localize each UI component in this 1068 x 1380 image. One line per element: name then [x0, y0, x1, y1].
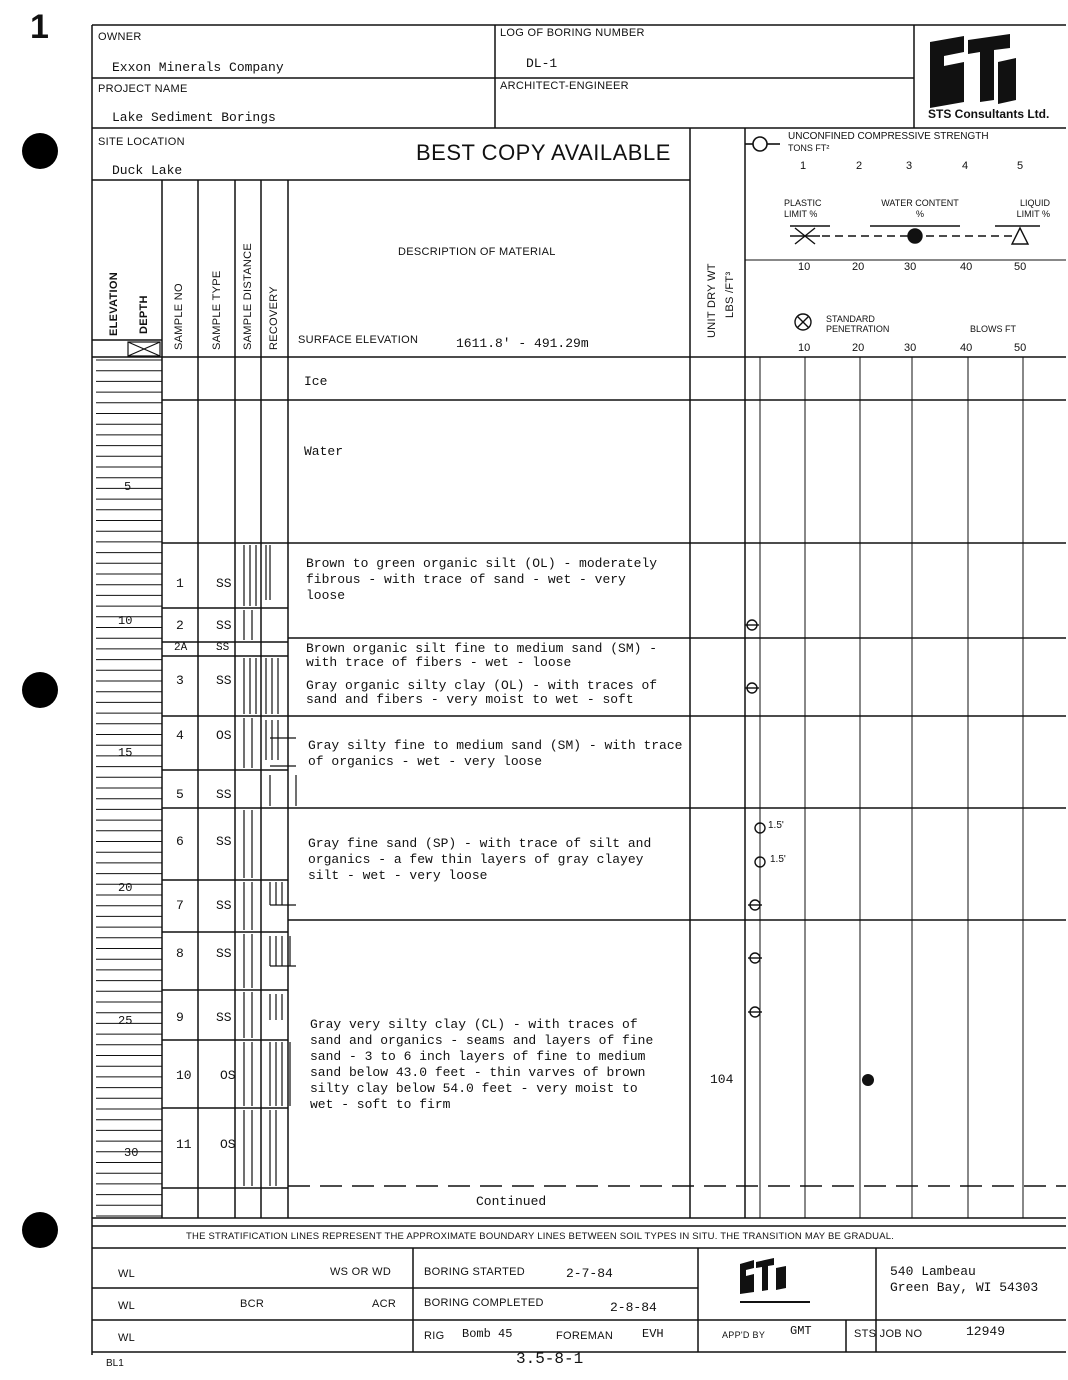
- sample-no: 4: [176, 728, 184, 743]
- ucs-units: TONS FT²: [788, 143, 830, 153]
- sample-type: SS: [216, 618, 232, 633]
- foreman-label: FOREMAN: [556, 1330, 614, 1342]
- sample-no-header: SAMPLE NO: [173, 283, 185, 350]
- spt-tick: 50: [1014, 342, 1027, 354]
- sample-type: SS: [216, 673, 232, 688]
- sample-no: 11: [176, 1137, 192, 1152]
- address-line-1: 540 Lambeau: [890, 1264, 976, 1279]
- spt-markers: [745, 620, 765, 1017]
- boring-started-value: 2-7-84: [566, 1266, 613, 1281]
- foreman-value: EVH: [642, 1327, 664, 1341]
- ucs-tick: 2: [856, 160, 863, 172]
- spt-tick: 30: [904, 342, 917, 354]
- stratum-organic-clay: Gray organic silty clay (OL) - with traces of sand and fibers - very moist to wet - soft: [306, 678, 658, 707]
- sample-type: SS: [216, 834, 232, 849]
- sample-type: SS: [216, 946, 232, 961]
- depth-tick: 15: [118, 746, 133, 760]
- spt-tick: 40: [960, 342, 973, 354]
- stratum-water: Water: [304, 444, 344, 459]
- unit-dry-wt-value: 104: [710, 1072, 734, 1087]
- stratification-note: THE STRATIFICATION LINES REPRESENT THE APPROXIMATE BOUNDARY LINES BETWEEN SOIL TYPES IN SITU. THE TRANSITION MAY BE GRADUAL.: [186, 1231, 895, 1242]
- approved-label: APP'D BY: [722, 1330, 766, 1340]
- company-name: STS Consultants Ltd.: [928, 107, 1050, 121]
- surface-elevation-label: SURFACE ELEVATION: [298, 334, 419, 346]
- ucs-tick: 3: [906, 160, 913, 172]
- sample-distance-header: SAMPLE DISTANCE: [242, 243, 254, 350]
- depth-tick: 5: [124, 480, 132, 494]
- water-content-label: WATER CONTENT %: [881, 198, 959, 219]
- liquid-limit-label: LIQUID LIMIT %: [1016, 198, 1050, 219]
- surface-elevation-value: 1611.8' - 491.29m: [456, 336, 589, 351]
- water-content-tick: 40: [960, 261, 973, 273]
- page-number: 3.5-8-1: [516, 1350, 584, 1368]
- description-header: DESCRIPTION OF MATERIAL: [398, 246, 556, 258]
- sample-type: SS: [216, 642, 230, 654]
- architect-label: ARCHITECT-ENGINEER: [500, 80, 629, 92]
- water-content-tick: 20: [852, 261, 865, 273]
- sample-type: OS: [220, 1068, 236, 1083]
- sample-no: 2: [176, 618, 184, 633]
- owner-value: Exxon Minerals Company: [112, 60, 284, 75]
- water-content-tick: 10: [798, 261, 811, 273]
- stratum-organic-silt: Brown to green organic silt (OL) - moderately fibrous - with trace of sand - wet - very loose: [306, 556, 658, 603]
- sample-type: OS: [216, 728, 232, 743]
- sample-no: 2A: [174, 642, 188, 654]
- sample-no: 5: [176, 787, 184, 802]
- unit-dry-wt-units: LBS /FT³: [724, 271, 736, 318]
- sts-small-logo: [740, 1258, 810, 1302]
- rig-value: Bomb 45: [462, 1327, 513, 1341]
- recovery-header: RECOVERY: [268, 286, 280, 350]
- unit-dry-wt-header: UNIT DRY WT: [706, 263, 718, 338]
- water-content-tick: 50: [1014, 261, 1027, 273]
- std-pen-label: STANDARD PENETRATION: [826, 314, 890, 334]
- address-line-2: Green Bay, WI 54303: [890, 1280, 1039, 1295]
- depth-tick: 25: [118, 1014, 133, 1028]
- stratum-organic-sand: Brown organic silt fine to medium sand (SM) - with trace of fibers - wet - loose: [306, 641, 658, 670]
- depth-tick: 30: [124, 1146, 139, 1160]
- ucs-title: UNCONFINED COMPRESSIVE STRENGTH: [788, 131, 989, 142]
- job-label: STS JOB NO: [854, 1328, 923, 1340]
- best-copy-stamp: BEST COPY AVAILABLE: [416, 140, 671, 165]
- sample-no: 1: [176, 576, 184, 591]
- ucs-tick: 5: [1017, 160, 1024, 172]
- rig-label: RIG: [424, 1330, 445, 1342]
- depth-tick: 10: [118, 614, 133, 628]
- boring-started-label: BORING STARTED: [424, 1266, 525, 1278]
- ucs-tick: 4: [962, 160, 969, 172]
- elevation-header: ELEVATION: [108, 271, 120, 336]
- stratum-ice: Ice: [304, 374, 328, 389]
- spt-annotation: 1.5': [770, 854, 786, 865]
- sample-type-header: SAMPLE TYPE: [211, 270, 223, 350]
- water-content-tick: 30: [904, 261, 917, 273]
- log-label: LOG OF BORING NUMBER: [500, 27, 645, 39]
- project-value: Lake Sediment Borings: [112, 110, 276, 125]
- log-value: DL-1: [526, 56, 558, 71]
- sample-type: SS: [216, 787, 232, 802]
- continued-label: Continued: [476, 1194, 547, 1209]
- sample-type: SS: [216, 898, 232, 913]
- depth-tick: 20: [118, 881, 133, 895]
- sample-type: SS: [216, 1010, 232, 1025]
- sample-no: 6: [176, 834, 184, 849]
- ucs-tick: 1: [800, 160, 807, 172]
- ws-or-wd-label: WS OR WD: [330, 1266, 392, 1278]
- project-label: PROJECT NAME: [98, 83, 188, 95]
- sample-no: 8: [176, 946, 184, 961]
- approved-value: GMT: [790, 1324, 812, 1338]
- stratum-fine-sand: Gray fine sand (SP) - with trace of silt and organics - a few thin layers of gray clayey silt - wet - very loose: [308, 836, 652, 883]
- wl-label: WL: [118, 1300, 136, 1312]
- bcr-label: BCR: [240, 1298, 265, 1310]
- depth-header: DEPTH: [138, 295, 150, 334]
- boring-completed-value: 2-8-84: [610, 1300, 657, 1315]
- blows-label: BLOWS FT: [970, 324, 1017, 334]
- stratum-silty-sand: Gray silty fine to medium sand (SM) - with trace of organics - wet - very loose: [308, 738, 683, 769]
- job-value: 12949: [966, 1324, 1006, 1339]
- wl-label: WL: [118, 1332, 136, 1344]
- spt-tick: 20: [852, 342, 865, 354]
- sample-no: 9: [176, 1010, 184, 1025]
- water-content-point: [862, 1074, 874, 1086]
- plastic-limit-label: PLASTIC LIMIT %: [784, 198, 822, 219]
- site-value: Duck Lake: [112, 163, 183, 178]
- page-marker: 1: [30, 8, 49, 46]
- sample-no: 7: [176, 898, 184, 913]
- sts-logo: [924, 32, 1020, 108]
- acr-label: ACR: [372, 1298, 397, 1310]
- spt-annotation: 1.5': [768, 820, 784, 831]
- form-code: BL1: [106, 1358, 124, 1369]
- owner-label: OWNER: [98, 31, 142, 43]
- spt-tick: 10: [798, 342, 811, 354]
- stratum-silty-clay: Gray very silty clay (CL) - with traces of sand and organics - seams and layers of fine sand - 3 to 6 inch layers of fine to medium sand below 43.0 feet - thin varves of brown silty clay below 54.0 feet - very moist to wet - soft to firm: [310, 1017, 654, 1112]
- sample-type: SS: [216, 576, 232, 591]
- wl-label: WL: [118, 1268, 136, 1280]
- sample-no: 10: [176, 1068, 192, 1083]
- boring-completed-label: BORING COMPLETED: [424, 1297, 544, 1309]
- sample-type: OS: [220, 1137, 236, 1152]
- sample-no: 3: [176, 673, 184, 688]
- site-label: SITE LOCATION: [98, 136, 185, 148]
